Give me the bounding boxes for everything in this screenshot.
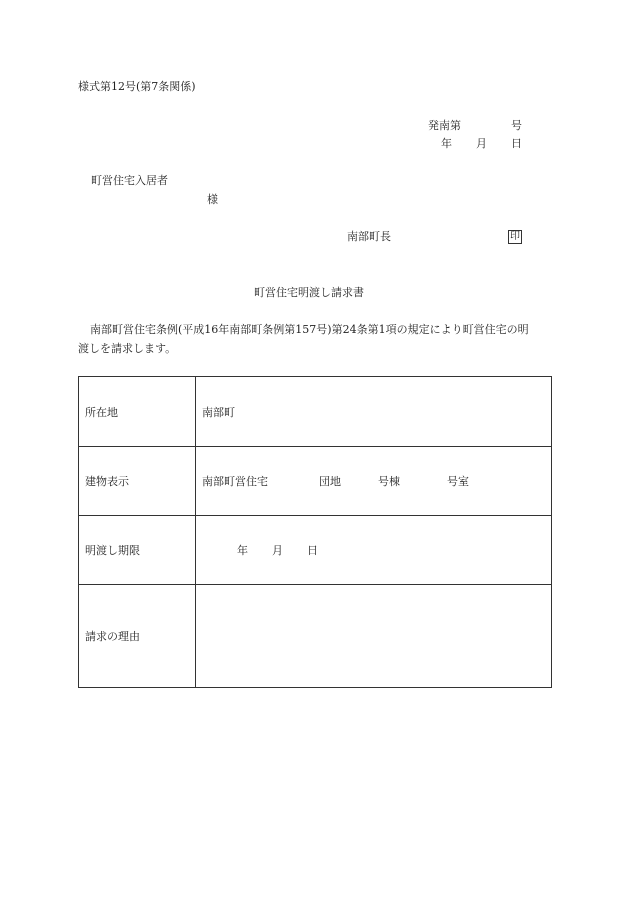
document-title: 町営住宅明渡し請求書	[254, 286, 364, 299]
issue-date-month: 月	[476, 137, 487, 150]
row-reason	[79, 585, 552, 688]
seal-mark: 印	[510, 231, 520, 242]
form-number: 様式第12号(第7条関係)	[78, 80, 196, 93]
issue-date-year: 年	[441, 137, 452, 150]
row-deadline	[79, 516, 552, 585]
issue-number-suffix: 号	[511, 119, 522, 132]
reason-value	[196, 585, 552, 688]
sender-title: 南部町長	[347, 230, 391, 243]
issue-date-day: 日	[511, 137, 522, 150]
addressee-line: 町営住宅入居者	[91, 174, 168, 187]
deadline-day: 日	[307, 544, 318, 557]
row-location	[79, 377, 552, 447]
request-form-table	[78, 376, 552, 688]
location-value: 南部町	[196, 377, 552, 447]
reason-label: 請求の理由	[79, 585, 196, 688]
building-block: 号棟	[378, 475, 400, 488]
building-label: 建物表示	[79, 447, 196, 516]
addressee-honorific: 様	[207, 193, 218, 206]
building-estate: 団地	[319, 475, 341, 488]
deadline-year: 年	[237, 544, 248, 557]
row-building	[79, 447, 552, 516]
body-text-line1: 南部町営住宅条例(平成16年南部町条例第157号)第24条第1項の規定により町営住宅の明	[90, 323, 529, 336]
building-name: 南部町営住宅	[202, 475, 268, 488]
deadline-label: 明渡し期限	[79, 516, 196, 585]
building-value	[196, 447, 552, 516]
location-label: 所在地	[79, 377, 196, 447]
issue-number-prefix: 発南第	[428, 119, 461, 132]
deadline-value	[196, 516, 552, 585]
deadline-month: 月	[272, 544, 283, 557]
building-room: 号室	[447, 475, 469, 488]
body-text-line2: 渡しを請求します。	[78, 342, 177, 355]
